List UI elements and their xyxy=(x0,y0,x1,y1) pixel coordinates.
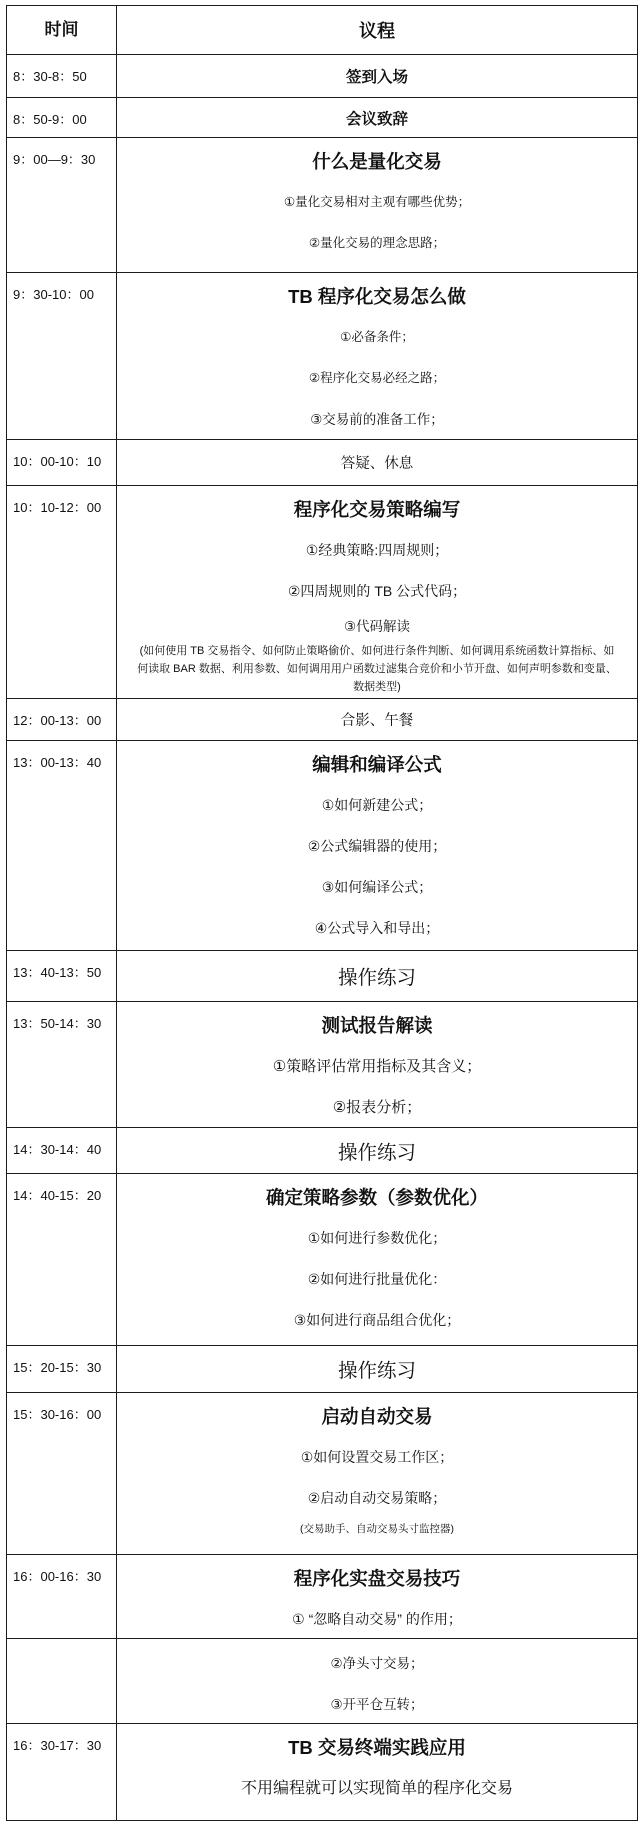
header-agenda-cell: 议程 xyxy=(359,21,395,41)
agenda-cell xyxy=(117,1002,637,1127)
agenda-cell xyxy=(117,98,637,137)
agenda-cell xyxy=(117,440,637,485)
agenda-row xyxy=(7,1128,637,1174)
time-cell: 15：30-16：00 xyxy=(7,1393,117,1554)
agenda-cell xyxy=(117,1724,637,1820)
time-cell: 12：00-13：00 xyxy=(7,699,117,740)
agenda-cell xyxy=(117,1555,637,1638)
session-title: 什么是量化交易 xyxy=(312,151,442,172)
session-title: 合影、午餐 xyxy=(340,713,414,729)
time-cell: 14：40-15：20 xyxy=(7,1174,117,1345)
time-cell: 13：40-13：50 xyxy=(7,951,117,1001)
agenda-row xyxy=(7,273,637,440)
agenda-row xyxy=(7,138,637,273)
time-cell: 9：30-10：00 xyxy=(7,273,117,439)
agenda-cell xyxy=(117,138,637,272)
agenda-row xyxy=(7,1002,637,1128)
agenda-row xyxy=(7,1393,637,1555)
agenda-cell xyxy=(117,1639,637,1723)
agenda-cell xyxy=(117,1393,637,1554)
session-item: ①如何新建公式； xyxy=(321,797,433,813)
session-note: (如何使用 TB 交易指令、如何防止策略偷价、如何进行条件判断、如何调用系统函数计算指标、如何读取 BAR 数据、利用参数、如何调用用户函数过滤集合竞价和小节开盘、如何声明参数和变量、数据类型) xyxy=(137,645,617,693)
session-title: 测试报告解读 xyxy=(321,1015,433,1036)
time-cell: 8：50-9：00 xyxy=(7,98,117,137)
agenda-row xyxy=(7,440,637,486)
session-item: ③开平仓互转； xyxy=(330,1697,424,1712)
time-cell: 15：20-15：30 xyxy=(7,1346,117,1392)
session-title: 签到入场 xyxy=(345,69,408,86)
agenda-row xyxy=(7,951,637,1002)
agenda-row xyxy=(7,486,637,699)
time-cell: 9：00—9：30 xyxy=(7,138,117,272)
agenda-cell xyxy=(117,1346,637,1392)
session-item: 不用编程就可以实现简单的程序化交易 xyxy=(240,1780,513,1797)
session-item: ①量化交易相对主观有哪些优势； xyxy=(283,195,471,209)
session-title: 确定策略参数（参数优化） xyxy=(265,1187,488,1208)
header-time-cell: 时间 xyxy=(7,6,117,54)
session-title: 程序化实盘交易技巧 xyxy=(293,1568,461,1589)
session-title: 启动自动交易 xyxy=(321,1406,433,1427)
session-title: 会议致辞 xyxy=(345,110,408,128)
agenda-cell xyxy=(117,741,637,950)
time-cell: 10：00-10：10 xyxy=(7,440,117,485)
session-item: ① “忽略自动交易” 的作用； xyxy=(292,1611,462,1627)
session-item: ③代码解读 xyxy=(343,619,411,634)
agenda-row xyxy=(7,741,637,951)
session-item: ③如何进行商品组合优化； xyxy=(293,1312,461,1328)
session-item: ②如何进行批量优化： xyxy=(307,1271,447,1287)
session-item: ②净头寸交易； xyxy=(330,1656,424,1671)
session-item: ②程序化交易必经之路； xyxy=(308,371,446,385)
time-cell-empty xyxy=(7,1639,117,1723)
session-item: ③交易前的准备工作； xyxy=(310,412,444,427)
time-cell: 16：30-17：30 xyxy=(7,1724,117,1820)
table-header xyxy=(7,6,637,55)
session-item: ②公式编辑器的使用； xyxy=(307,838,447,854)
agenda-row xyxy=(7,55,637,98)
session-title: 操作练习 xyxy=(337,967,416,989)
agenda-cell xyxy=(117,486,637,698)
session-item: ①如何设置交易工作区； xyxy=(300,1449,454,1465)
time-cell: 8：30-8：50 xyxy=(7,55,117,97)
session-item: ①如何进行参数优化； xyxy=(307,1230,447,1246)
session-item: ②报表分析； xyxy=(332,1099,422,1116)
agenda-row xyxy=(7,699,637,741)
time-cell: 10：10-12：00 xyxy=(7,486,117,698)
agenda-row xyxy=(7,98,637,138)
session-item: ②启动自动交易策略； xyxy=(307,1490,447,1506)
session-item: ③如何编译公式； xyxy=(321,879,433,895)
agenda-cell xyxy=(117,951,637,1001)
agenda-table xyxy=(6,5,638,1821)
agenda-row xyxy=(7,1555,637,1639)
agenda-row xyxy=(7,1639,637,1724)
session-item: ②量化交易的理念思路； xyxy=(308,236,446,250)
session-title: TB 交易终端实践应用 xyxy=(288,1737,466,1758)
session-title: TB 程序化交易怎么做 xyxy=(288,286,466,307)
agenda-row xyxy=(7,1724,637,1820)
session-title: 操作练习 xyxy=(337,1141,416,1164)
agenda-cell xyxy=(117,1128,637,1173)
session-title: 编辑和编译公式 xyxy=(312,754,442,775)
agenda-cell xyxy=(117,55,637,97)
session-item: ④公式导入和导出； xyxy=(314,920,440,936)
agenda-row xyxy=(7,1174,637,1346)
session-note: (交易助手、自动交易头寸监控器) xyxy=(300,1523,454,1535)
session-item: ①经典策略:四周规则； xyxy=(305,542,449,558)
session-title: 程序化交易策略编写 xyxy=(293,499,461,520)
time-cell: 13：50-14：30 xyxy=(7,1002,117,1127)
time-cell: 14：30-14：40 xyxy=(7,1128,117,1173)
time-cell: 13：00-13：40 xyxy=(7,741,117,950)
session-item: ②四周规则的 TB 公式代码； xyxy=(287,583,467,599)
session-item: ①策略评估常用指标及其含义； xyxy=(272,1058,482,1075)
session-title: 操作练习 xyxy=(337,1360,416,1382)
agenda-cell xyxy=(117,273,637,439)
agenda-cell xyxy=(117,699,637,740)
agenda-cell xyxy=(117,1174,637,1345)
time-cell: 16：00-16：30 xyxy=(7,1555,117,1638)
session-title: 答疑、休息 xyxy=(340,456,414,472)
session-item: ①必备条件； xyxy=(340,330,414,344)
agenda-row xyxy=(7,1346,637,1393)
